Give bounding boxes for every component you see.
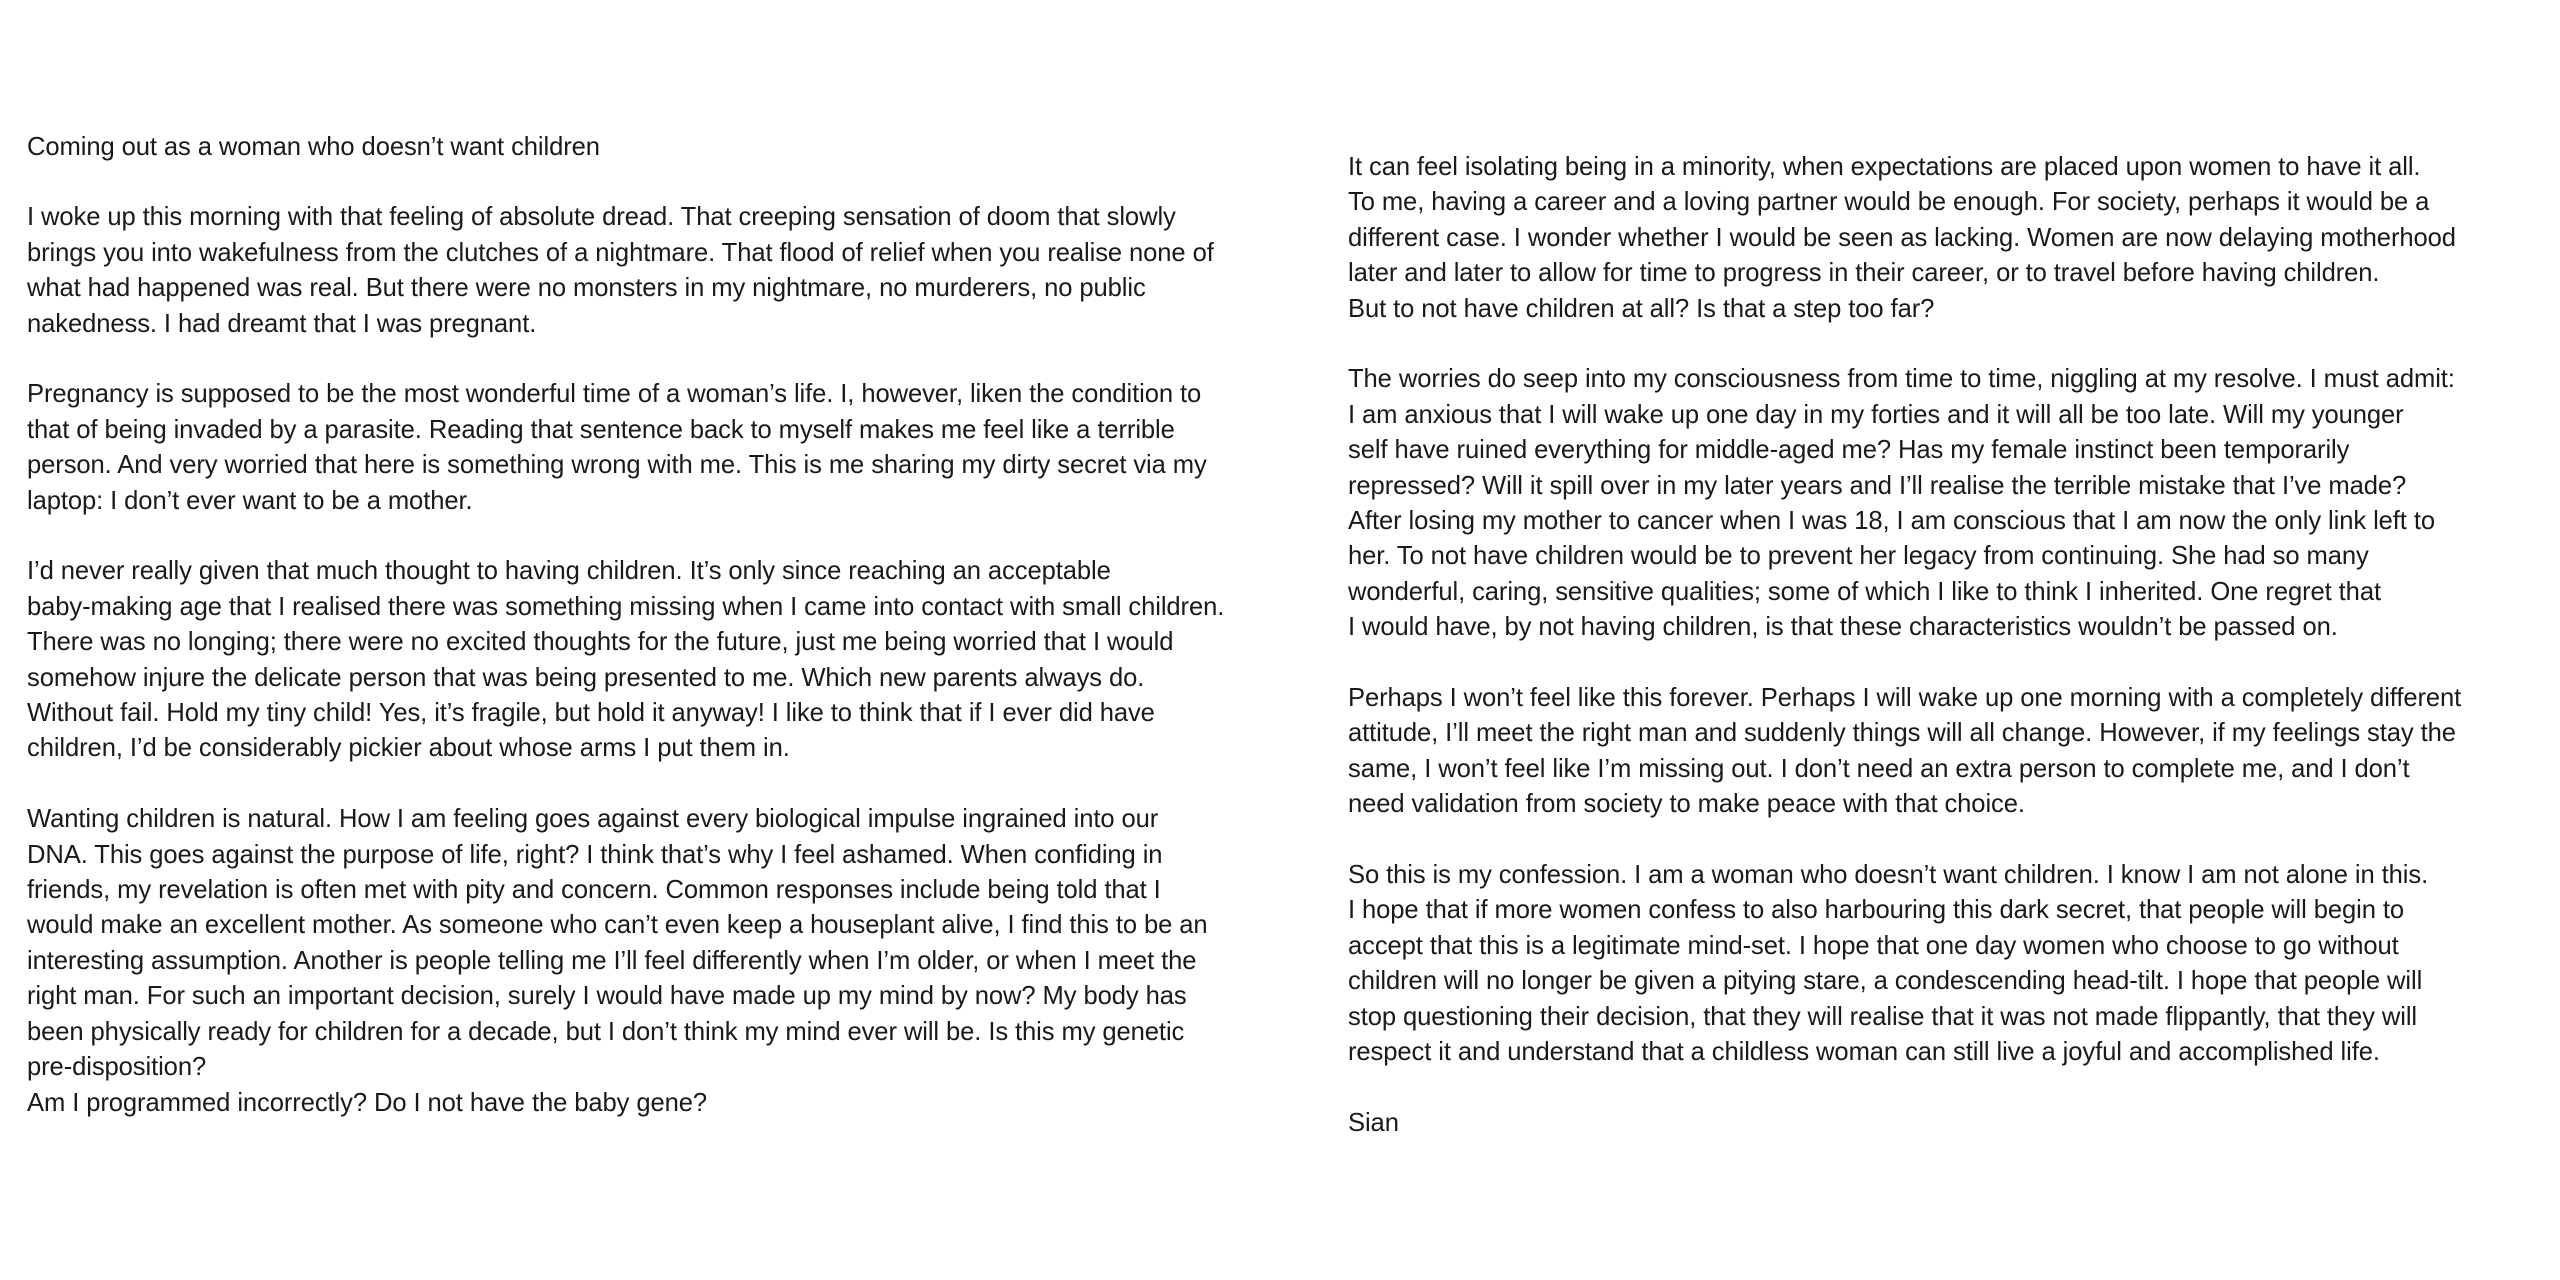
text-line: self have ruined everything for middle-aged me? Has my female instinct been temporarily — [1348, 436, 2350, 465]
text-line: children, I’d be considerably pickier about whose arms I put them in. — [27, 734, 790, 763]
text-line: After losing my mother to cancer when I was 18, I am conscious that I am now the only link left to — [1348, 507, 2435, 536]
signature: Sian — [1348, 1108, 1399, 1137]
text-line: attitude, I’ll meet the right man and suddenly things will all change. However, if my feelings stay the — [1348, 719, 2456, 748]
text-line: Wanting children is natural. How I am feeling goes against every biological impulse ingrained into our — [27, 805, 1159, 834]
left-column — [27, 130, 1317, 1121]
text-line: I am anxious that I will wake up one day in my forties and it will all be too late. Will my younger — [1348, 400, 2404, 429]
text-line: brings you into wakefulness from the clutches of a nightmare. That flood of relief when you realise none of — [27, 238, 1214, 267]
right-column — [1348, 150, 2548, 1141]
paragraph — [27, 377, 1317, 519]
text-line: Pregnancy is supposed to be the most wonderful time of a woman’s life. I, however, liken the condition to — [27, 380, 1202, 409]
paragraph — [27, 802, 1317, 1121]
text-line: accept that this is a legitimate mind-set. I hope that one day women who choose to go without — [1348, 931, 2399, 960]
left-body — [27, 200, 1317, 1121]
text-line: that of being invaded by a parasite. Reading that sentence back to myself makes me feel like a terrible — [27, 415, 1175, 444]
paragraph — [1348, 858, 2548, 1070]
text-line: need validation from society to make peace with that choice. — [1348, 790, 2025, 819]
text-line: what had happened was real. But there were no monsters in my nightmare, no murderers, no public — [27, 274, 1146, 303]
text-line: right man. For such an important decision, surely I would have made up my mind by now? My body has — [27, 982, 1187, 1011]
text-line: respect it and understand that a childless woman can still live a joyful and accomplished life. — [1348, 1038, 2380, 1067]
text-line: later and later to allow for time to progress in their career, or to travel before having children. — [1348, 259, 2380, 288]
text-line: different case. I wonder whether I would be seen as lacking. Women are now delaying motherhood — [1348, 223, 2456, 252]
paragraph — [1348, 362, 2548, 645]
text-line: I’d never really given that much thought to having children. It’s only since reaching an acceptable — [27, 557, 1111, 586]
text-line: I hope that if more women confess to also harbouring this dark secret, that people will begin to — [1348, 896, 2404, 925]
right-body — [1348, 150, 2548, 1071]
text-line: children will no longer be given a pitying stare, a condescending head-tilt. I hope that people will — [1348, 967, 2423, 996]
text-line: interesting assumption. Another is people telling me I’ll feel differently when I’m older, or when I meet the — [27, 946, 1197, 975]
paragraph — [1348, 150, 2548, 327]
text-line: Am I programmed incorrectly? Do I not have the baby gene? — [27, 1088, 708, 1117]
text-line: laptop: I don’t ever want to be a mother. — [27, 486, 473, 515]
text-line: nakedness. I had dreamt that I was pregnant. — [27, 309, 537, 338]
text-line: repressed? Will it spill over in my later years and I’ll realise the terrible mistake that I’ve made? — [1348, 471, 2407, 500]
text-line: I woke up this morning with that feeling of absolute dread. That creeping sensation of doom that slowly — [27, 203, 1176, 232]
text-line: To me, having a career and a loving partner would be enough. For society, perhaps it would be a — [1348, 188, 2430, 217]
text-line: baby-making age that I realised there was something missing when I came into contact with small children. — [27, 592, 1225, 621]
text-line: somehow injure the delicate person that was being presented to me. Which new parents always do. — [27, 663, 1145, 692]
text-line: same, I won’t feel like I’m missing out. I don’t need an extra person to complete me, and I don’t — [1348, 754, 2410, 783]
text-line: person. And very worried that here is something wrong with me. This is me sharing my dirty secret via my — [27, 451, 1207, 480]
text-line: stop questioning their decision, that they will realise that it was not made flippantly, that they will — [1348, 1002, 2417, 1031]
paragraph — [27, 554, 1317, 766]
text-line: Perhaps I won’t feel like this forever. Perhaps I will wake up one morning with a completely different — [1348, 684, 2462, 713]
text-line: friends, my revelation is often met with pity and concern. Common responses include being told that I — [27, 876, 1161, 905]
text-line: her. To not have children would be to prevent her legacy from continuing. She had so many — [1348, 542, 2369, 571]
text-line: pre-disposition? — [27, 1053, 207, 1082]
text-line: The worries do seep into my consciousness from time to time, niggling at my resolve. I must admit: — [1348, 365, 2455, 394]
text-line: I would have, by not having children, is that these characteristics wouldn’t be passed on. — [1348, 613, 2338, 642]
text-line: It can feel isolating being in a minority, when expectations are placed upon women to have it all. — [1348, 153, 2421, 181]
text-line: There was no longing; there were no excited thoughts for the future, just me being worried that I would — [27, 628, 1174, 657]
text-line: So this is my confession. I am a woman who doesn’t want children. I know I am not alone in this. — [1348, 861, 2429, 890]
text-line: wonderful, caring, sensitive qualities; some of which I like to think I inherited. One regret that — [1348, 577, 2381, 606]
text-line: DNA. This goes against the purpose of life, right? I think that’s why I feel ashamed. When confiding in — [27, 840, 1163, 869]
text-line: would make an excellent mother. As someone who can’t even keep a houseplant alive, I find this to be an — [27, 911, 1208, 940]
text-line: But to not have children at all? Is that a step too far? — [1348, 294, 1935, 323]
paragraph — [27, 200, 1317, 342]
text-line: been physically ready for children for a decade, but I don’t think my mind ever will be. Is this my genetic — [27, 1017, 1185, 1046]
article-title: Coming out as a woman who doesn’t want children — [27, 133, 600, 161]
paragraph — [1348, 681, 2548, 823]
text-line: Without fail. Hold my tiny child! Yes, it’s fragile, but hold it anyway! I like to think that if I ever did have — [27, 699, 1155, 728]
